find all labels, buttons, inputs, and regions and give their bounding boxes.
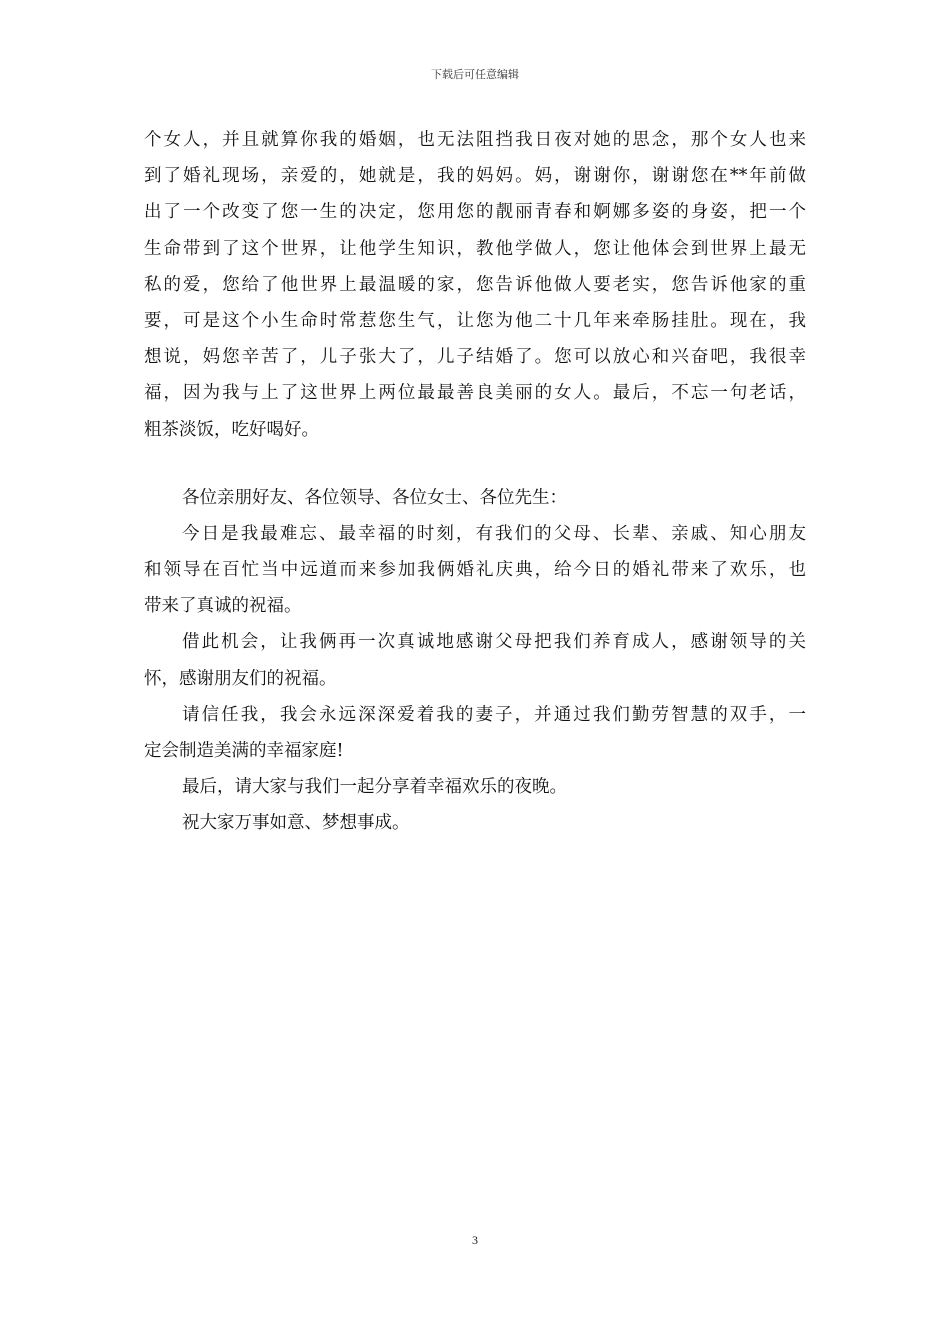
text-line: 到了婚礼现场，亲爱的，她就是，我的妈妈。妈，谢谢你，谢谢您在**年前做 — [144, 166, 806, 187]
speech-paragraph-mother — [144, 122, 806, 448]
paragraph-gratitude — [144, 516, 806, 625]
text-line: 定会制造美满的幸福家庭! — [144, 741, 344, 761]
text-line: 出了一个改变了您一生的决定，您用您的靓丽青春和婀娜多姿的身姿，把一个 — [144, 202, 806, 223]
page-number: 3 — [472, 1233, 478, 1247]
text-line: 想说，妈您辛苦了，儿子张大了，儿子结婚了。您可以放心和兴奋吧，我很幸 — [144, 347, 806, 368]
page-header: 下载后可任意编辑 — [431, 68, 519, 81]
paragraph-thank-parents — [144, 624, 806, 696]
text-line: 请信任我，我会永远深深爱着我的妻子，并通过我们勤劳智慧的双手，一 — [182, 704, 806, 725]
text-line: 个女人，并且就算你我的婚姻，也无法阻挡我日夜对她的思念，那个女人也来 — [144, 130, 806, 150]
text-line: 和领导在百忙当中远道而来参加我俩婚礼庆典，给今日的婚礼带来了欢乐，也 — [144, 560, 806, 581]
paragraph-closing: 最后，请大家与我们一起分享着幸福欢乐的夜晚。 — [182, 777, 567, 798]
speech-section-thanks — [144, 480, 806, 842]
text-line: 借此机会，让我俩再一次真诚地感谢父母把我们养育成人，感谢领导的关 — [182, 632, 806, 653]
document-body — [144, 122, 806, 842]
greeting-line: 各位亲朋好友、各位领导、各位女士、各位先生： — [182, 487, 567, 508]
text-line: 福，因为我与上了这世界上两位最最善良美丽的女人。最后，不忘一句老话， — [144, 383, 806, 404]
section-gap — [144, 448, 806, 480]
text-line: 私的爱，您给了他世界上最温暖的家，您告诉他做人要老实，您告诉他家的重 — [144, 274, 806, 295]
paragraph-blessing: 祝大家万事如意、梦想事成。 — [182, 813, 410, 834]
text-line: 粗茶淡饭，吃好喝好。 — [144, 419, 319, 440]
paragraph-promise — [144, 697, 806, 769]
text-line: 要，可是这个小生命时常惹您生气，让您为他二十几年来牵肠挂肚。现在，我 — [144, 310, 806, 331]
text-line: 怀，感谢朋友们的祝福。 — [144, 668, 337, 689]
text-line: 带来了真诚的祝福。 — [144, 596, 302, 617]
text-line: 生命带到了这个世界，让他学生知识，教他学做人，您让他体会到世界上最无 — [144, 238, 806, 259]
text-line: 今日是我最难忘、最幸福的时刻，有我们的父母、长辈、亲戚、知心朋友 — [182, 523, 806, 544]
